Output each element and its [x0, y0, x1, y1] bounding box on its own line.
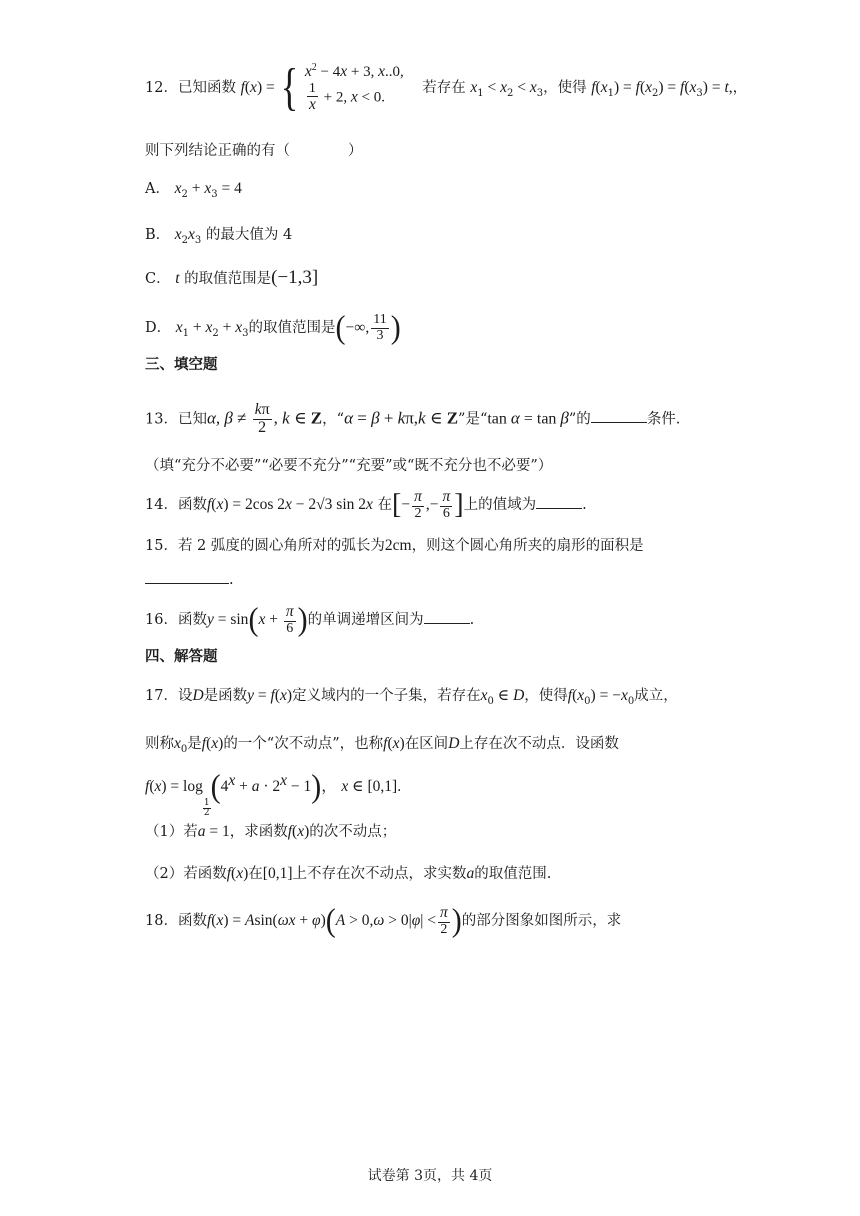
q12-line1: 12．已知函数 f(x) = { $x^2 - 4x + 3$, x..0, $\frac{1}{x}$ + 2, x < 0. 若存在 $x_1 < x_2 < x_3$，使得 $f(x_1) = f(x_2) = f(x_3) = t$,，: [145, 59, 748, 117]
q12-brace: {: [281, 59, 299, 117]
q12-cond: 若存在: [422, 80, 466, 97]
q15-answer-blank[interactable]: [145, 571, 229, 584]
q12-option-c: C． t 的取值范围是(−1,3]: [145, 267, 319, 288]
q17-function-def: f(x) = log $\frac{1}{2}$ $(4^x + a \cdot 2^x - 1)$， x ∈ [0,1].: [145, 768, 402, 818]
q12-option-a: A． $x_2 + x_3 = 4$: [145, 180, 242, 200]
q17-sub1: （1）若a = 1，求函数f(x)的次不动点；: [145, 823, 397, 840]
page-footer: 试卷第 3页，共 4页: [367, 1168, 493, 1184]
section-fill-in: 三、填空题: [145, 356, 218, 373]
q17-sub2: （2）若函数f(x)在[0,1]上不存在次不动点，求实数a的取值范围.: [145, 865, 552, 882]
q16-answer-blank[interactable]: [424, 611, 470, 624]
q12-line2: 则下列结论正确的有（ ）: [145, 143, 363, 159]
q14-answer-blank[interactable]: [536, 496, 582, 509]
q18-line: 18．函数f(x) = Asin(ωx + φ)(A > 0,ω > 0|φ| < $\frac{\pi}{2}$ )的部分图象如图所示，求: [145, 902, 622, 939]
q15-line2: .: [145, 571, 234, 588]
q12-prefix: 12．已知函数: [145, 80, 236, 97]
q17-line1: 17．设D是函数y = f(x)定义域内的一个子集，若存在$x_0$ ∈ D，使得$f(x_0) = -x_0$成立，: [145, 687, 678, 707]
q13-line1: 13．已知α, β ≠ $\frac{k\pi}{2}$ , k ∈ Z，“α = β + kπ,k ∈ Z”是“tan α = tan β”的 条件.: [145, 401, 681, 436]
q14-line: 14．函数f(x) = 2cos 2x − 2√3 sin 2x 在[− $\frac{\pi}{2}$ ,− $\frac{\pi}{6}$ ]上的值域为 .: [145, 488, 587, 521]
q15-line1: 15．若 2 弧度的圆心角所对的弧长为2cm，则这个圆心角所夹的扇形的面积是: [145, 537, 644, 554]
q17-line2: 则称$x_0$是f(x)的一个“次不动点”，也称f(x)在区间D上存在次不动点．设函数: [145, 735, 619, 755]
section-solve: 四、解答题: [145, 648, 218, 665]
q13-answer-blank[interactable]: [591, 410, 647, 423]
q12-option-d: D． $x_1 + x_2 + x_3$的取值范围是(−∞, $\frac{11}{3}$ ): [145, 309, 401, 346]
q16-line: 16．函数y = sin(x + $\frac{\pi}{6}$ )的单调递增区间为 .: [145, 601, 475, 638]
q13-hint: （填“充分不必要”“必要不充分”“充要”或“既不充分也不必要”）: [145, 458, 553, 474]
q12-piecewise: $x^2 - 4x + 3$, x..0, $\frac{1}{x}$ + 2, x < 0.: [304, 62, 404, 114]
q12-func: f: [240, 79, 245, 97]
q12-option-b: B． $x_2x_3$ 的最大值为 4: [145, 226, 293, 246]
